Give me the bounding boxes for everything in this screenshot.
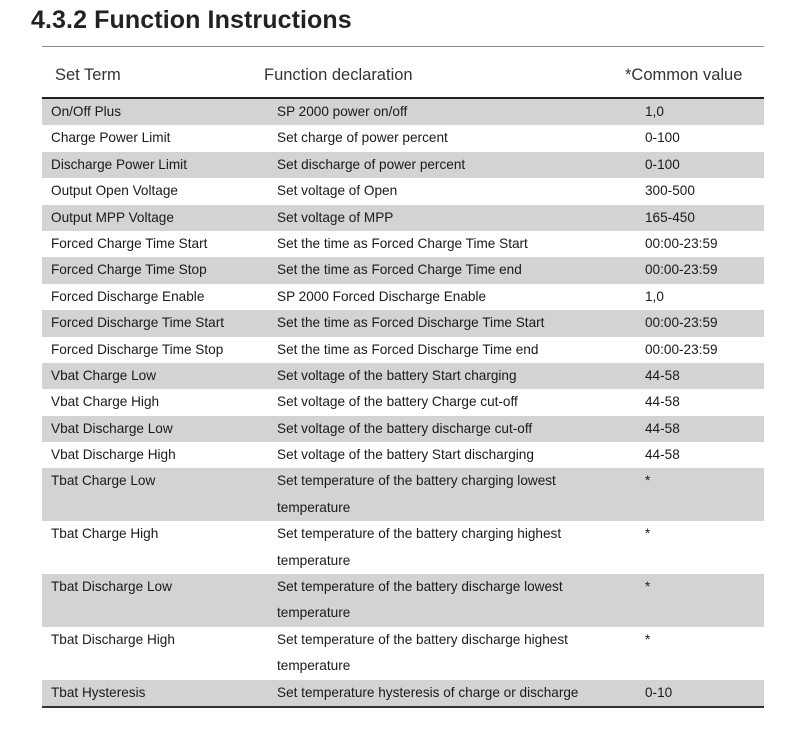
cell-set-term: Forced Charge Time Stop xyxy=(51,262,207,278)
cell-function-declaration: Set temperature of the battery charging highest temperature xyxy=(277,526,562,568)
cell-function-declaration: Set voltage of the battery Start charging xyxy=(277,367,517,383)
cell-function-declaration: Set temperature of the battery discharge lowest temperature xyxy=(277,579,563,621)
cell-common-value: 00:00-23:59 xyxy=(645,235,718,251)
cell-function-declaration: Set temperature of the battery charging lowest temperature xyxy=(277,473,556,515)
table-bottom-rule xyxy=(42,706,764,708)
table-row xyxy=(42,389,764,415)
cell-function-declaration: Set the time as Forced Charge Time end xyxy=(277,262,522,278)
table-header-row xyxy=(42,47,764,97)
header-set-term: Set Term xyxy=(55,66,121,84)
table-row xyxy=(42,680,764,706)
cell-common-value: 300-500 xyxy=(645,183,695,199)
table-row xyxy=(42,178,764,204)
cell-function-declaration: SP 2000 power on/off xyxy=(277,104,408,119)
cell-function-declaration: Set voltage of MPP xyxy=(277,209,394,225)
function-table xyxy=(42,46,764,708)
table-row xyxy=(42,125,764,151)
section-title: 4.3.2 Function Instructions xyxy=(31,6,352,34)
cell-common-value: 44-58 xyxy=(645,367,680,383)
cell-function-declaration: SP 2000 Forced Discharge Enable xyxy=(277,288,487,304)
cell-function-declaration: Set discharge of power percent xyxy=(277,156,466,172)
table-row xyxy=(42,337,764,363)
cell-common-value: 00:00-23:59 xyxy=(645,315,718,331)
table-row xyxy=(42,363,764,389)
cell-function-declaration: Set voltage of the battery Start discharging xyxy=(277,447,534,463)
table-row xyxy=(42,152,764,178)
cell-set-term: Tbat Charge High xyxy=(51,526,159,542)
cell-common-value: * xyxy=(645,631,651,647)
cell-common-value: * xyxy=(645,526,651,542)
cell-function-declaration: Set temperature of the battery discharge highest temperature xyxy=(277,631,568,674)
cell-common-value: * xyxy=(645,473,651,489)
table-row xyxy=(42,205,764,231)
cell-common-value: 1,0 xyxy=(645,104,664,119)
cell-common-value: 165-450 xyxy=(645,209,695,225)
cell-function-declaration: Set temperature hysteresis of charge or discharge xyxy=(277,684,579,700)
cell-function-declaration: Set the time as Forced Charge Time Start xyxy=(277,235,528,251)
cell-function-declaration: Set voltage of the battery discharge cut-off xyxy=(277,420,533,436)
cell-common-value: 1,0 xyxy=(645,288,664,304)
cell-set-term: Forced Charge Time Start xyxy=(51,235,208,251)
table-row xyxy=(42,627,764,680)
cell-common-value: 44-58 xyxy=(645,420,680,436)
table-row xyxy=(42,468,764,521)
cell-common-value: 00:00-23:59 xyxy=(645,341,718,357)
cell-set-term: Vbat Discharge High xyxy=(51,447,176,463)
table-row xyxy=(42,416,764,442)
cell-common-value: * xyxy=(645,579,651,595)
cell-set-term: Discharge Power Limit xyxy=(51,156,187,172)
cell-common-value: 0-10 xyxy=(645,684,673,700)
cell-function-declaration: Set the time as Forced Discharge Time Start xyxy=(277,315,545,331)
table-row xyxy=(42,442,764,468)
cell-set-term: Tbat Hysteresis xyxy=(51,684,146,700)
table-row xyxy=(42,284,764,310)
cell-set-term: Vbat Charge Low xyxy=(51,367,157,383)
table-row xyxy=(42,231,764,257)
table-row xyxy=(42,574,764,627)
cell-common-value: 0-100 xyxy=(645,156,680,172)
table-row xyxy=(42,521,764,574)
cell-set-term: Forced Discharge Time Stop xyxy=(51,341,224,357)
cell-set-term: Forced Discharge Enable xyxy=(51,288,205,304)
cell-function-declaration: Set voltage of Open xyxy=(277,183,398,199)
header-function-declaration: Function declaration xyxy=(264,66,413,84)
cell-set-term: On/Off Plus xyxy=(51,104,122,119)
cell-set-term: Tbat Discharge Low xyxy=(51,579,172,595)
cell-function-declaration: Set charge of power percent xyxy=(277,130,448,146)
cell-set-term: Tbat Discharge High xyxy=(51,631,175,647)
cell-set-term: Output MPP Voltage xyxy=(51,209,174,225)
header-common-value: *Common value xyxy=(625,66,743,84)
cell-set-term: Forced Discharge Time Start xyxy=(51,315,225,331)
cell-common-value: 44-58 xyxy=(645,394,680,410)
cell-set-term: Tbat Charge Low xyxy=(51,473,156,489)
table-row xyxy=(42,310,764,336)
cell-common-value: 0-100 xyxy=(645,130,680,146)
cell-common-value: 44-58 xyxy=(645,447,680,463)
cell-set-term: Vbat Charge High xyxy=(51,394,160,410)
cell-set-term: Vbat Discharge Low xyxy=(51,420,173,436)
table-row xyxy=(42,257,764,283)
cell-common-value: 00:00-23:59 xyxy=(645,262,718,278)
table-row xyxy=(42,99,764,125)
cell-function-declaration: Set voltage of the battery Charge cut-off xyxy=(277,394,518,410)
cell-set-term: Charge Power Limit xyxy=(51,130,171,146)
cell-set-term: Output Open Voltage xyxy=(51,183,178,199)
cell-function-declaration: Set the time as Forced Discharge Time end xyxy=(277,341,539,357)
